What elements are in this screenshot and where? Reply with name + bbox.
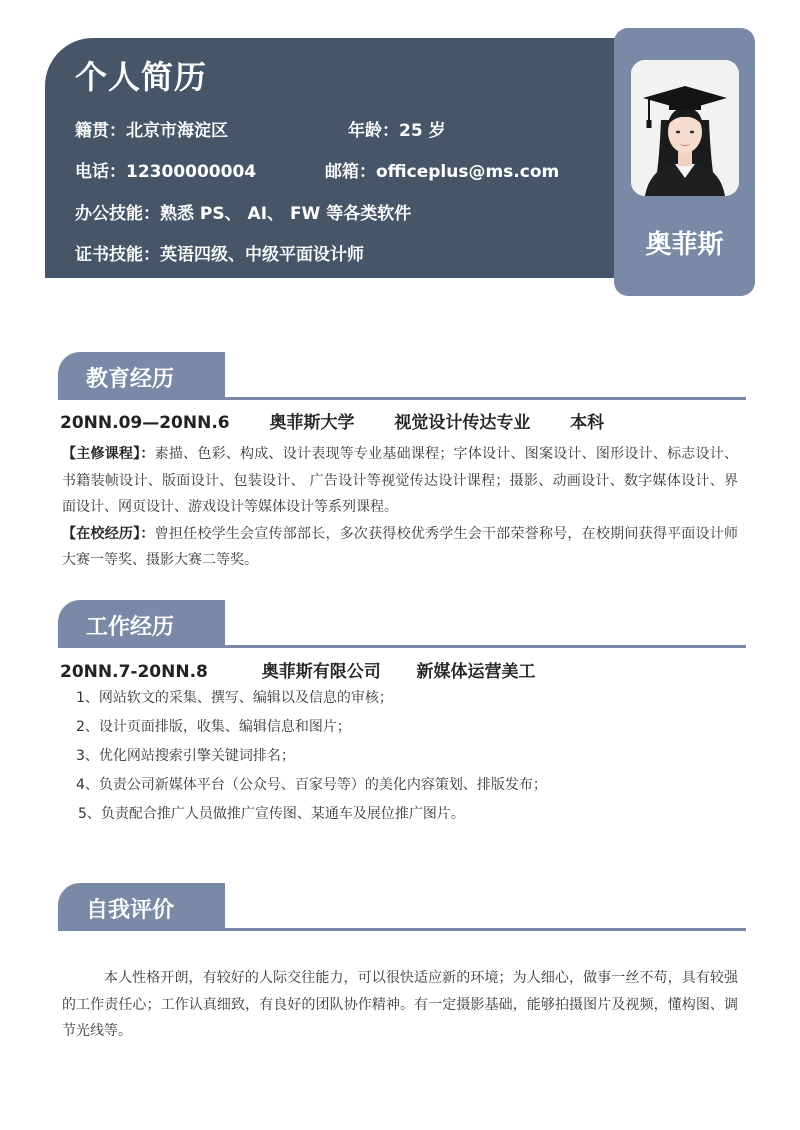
work-section-tab — [58, 600, 225, 646]
graduate-portrait-icon — [631, 60, 739, 196]
campus-text: 曾担任校学生会宣传部部长，多次获得校优秀学生会干部荣誉称号，在校期间获得平面设计师大赛一等奖、摄影大赛二等奖。 — [62, 525, 738, 568]
office-skills-text: 办公技能：熟悉 PS、 AI、 FW 等各类软件 — [75, 204, 412, 224]
education-divider — [58, 397, 746, 400]
phone-text: 电话：12300000004 — [75, 162, 257, 182]
list-item: 4、负责公司新媒体平台（公众号、百家号等）的美化内容策划、排版发布； — [76, 777, 547, 793]
list-item: 5、负责配合推广人员做推广宣传图、某通车及展位推广图片。 — [78, 806, 465, 822]
campus-label: 【在校经历】： — [62, 525, 155, 542]
work-period: 20NN.7-20NN.8 — [60, 662, 208, 682]
email-text: 邮箱：officeplus@ms.com — [325, 162, 560, 182]
profile-photo — [631, 60, 739, 196]
courses-text: 素描、色彩、构成、设计表现等专业基础课程；字体设计、图案设计、图形设计、标志设计、书籍装帧设计、版面设计、包装设计、 广告设计等视觉传达设计课程；摄影、动画设计、数字媒体设计、界面设计、网页设计、游戏设计等媒体设计等系列课程。 — [62, 446, 738, 515]
list-item: 3、优化网站搜索引擎关键词排名； — [76, 748, 295, 764]
work-company: 奥菲斯有限公司 — [261, 662, 381, 682]
self-divider — [58, 928, 746, 931]
header-panel — [45, 38, 640, 278]
education-school: 奥菲斯大学 — [269, 413, 355, 433]
education-section-title: 教育经历 — [86, 367, 175, 392]
age-text: 年龄：25 岁 — [348, 121, 446, 141]
profile-card — [614, 28, 755, 296]
education-details — [62, 441, 738, 574]
courses-label: 【主修课程】： — [62, 446, 155, 462]
certificates-text: 证书技能：英语四级、中级平面设计师 — [75, 245, 364, 265]
work-position: 新媒体运营美工 — [416, 662, 536, 682]
education-major: 视觉设计传达专业 — [394, 413, 531, 433]
work-divider — [58, 645, 746, 648]
education-degree: 本科 — [570, 413, 605, 433]
work-headline — [60, 657, 536, 682]
work-section-title: 工作经历 — [86, 615, 175, 640]
hometown-text: 籍贯：北京市海淀区 — [75, 121, 228, 141]
resume-title: 个人简历 — [75, 58, 208, 96]
self-section-tab — [58, 883, 225, 929]
list-item: 2、设计页面排版，收集、编辑信息和图片； — [76, 719, 351, 735]
education-section-tab — [58, 352, 225, 398]
self-evaluation-text: 本人性格开朗，有较好的人际交往能力，可以很快适应新的环境；为人细心，做事一丝不苟，具有较强的工作责任心；工作认真细致，有良好的团队协作精神。有一定摄影基础，能够拍摄图片及视频，懂构图、调节光线等。 — [62, 970, 738, 1039]
education-headline — [60, 408, 604, 433]
self-section-title: 自我评价 — [86, 898, 175, 923]
education-period: 20NN.09—20NN.6 — [60, 413, 230, 433]
list-item: 1、网站软文的采集、撰写、编辑以及信息的审核； — [76, 690, 393, 706]
profile-name: 奥菲斯 — [645, 230, 724, 260]
